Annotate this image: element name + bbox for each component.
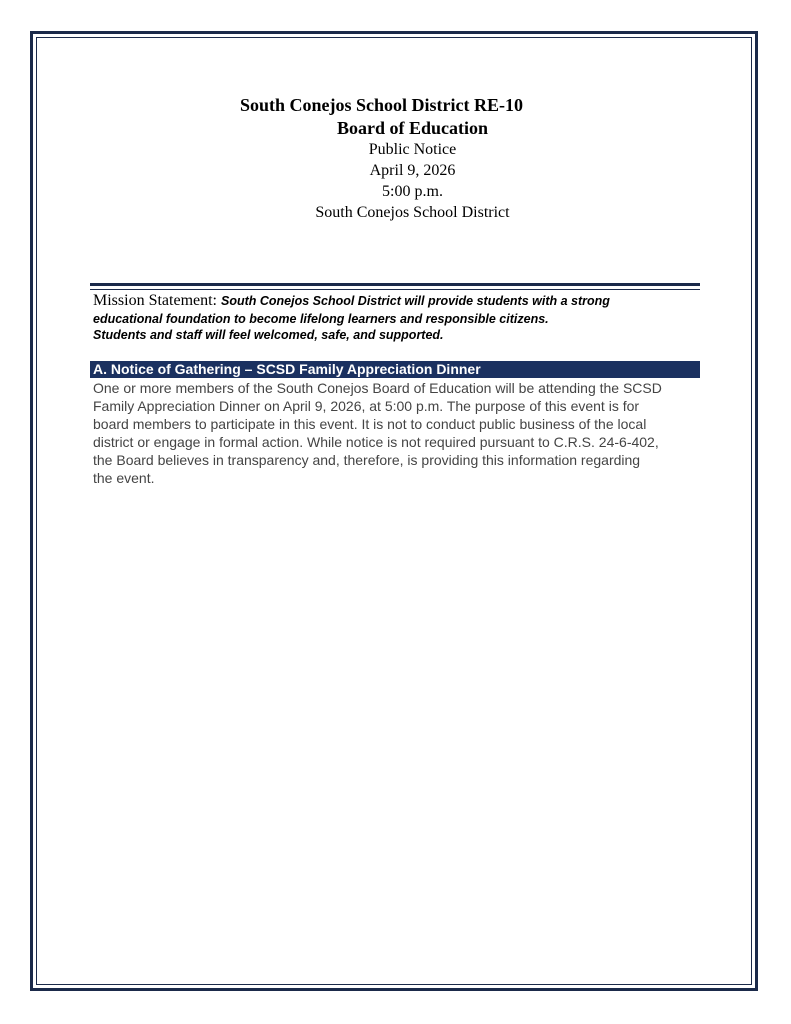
- mission-text-line-2: educational foundation to become lifelong learners and responsible citizens.: [93, 312, 549, 326]
- section-a-line: Family Appreciation Dinner on April 9, 2026, at 5:00 p.m. The purpose of this event is for: [93, 398, 640, 414]
- section-a-line: district or engage in formal action. While notice is not required pursuant to C.R.S. 24-6-402,: [93, 434, 659, 450]
- notice-header: [0, 93, 791, 223]
- mission-statement: [93, 291, 703, 343]
- section-a-line: One or more members of the South Conejos Board of Education will be attending the SCSD: [93, 380, 662, 396]
- notice-location: South Conejos School District: [315, 204, 510, 221]
- board-name: Board of Education: [336, 118, 489, 138]
- section-a-body: [93, 379, 698, 487]
- notice-date: April 9, 2026: [369, 162, 456, 179]
- divider-thin: [90, 289, 700, 290]
- mission-label: Mission Statement:: [93, 292, 217, 309]
- notice-type: Public Notice: [368, 141, 457, 158]
- mission-text-line-1: South Conejos School District will provide students with a strong: [221, 294, 610, 308]
- district-name: South Conejos School District RE-10: [239, 95, 523, 115]
- section-a-heading: A. Notice of Gathering – SCSD Family Appreciation Dinner: [90, 361, 700, 378]
- divider-thick: [90, 283, 700, 286]
- section-a-line: the event.: [93, 470, 155, 486]
- section-a-line: board members to participate in this event. It is not to conduct public business of the local: [93, 416, 647, 432]
- notice-time: 5:00 p.m.: [382, 183, 443, 200]
- mission-text-line-3: Students and staff will feel welcomed, safe, and supported.: [93, 328, 444, 342]
- section-a-line: the Board believes in transparency and, therefore, is providing this information regarding: [93, 452, 641, 468]
